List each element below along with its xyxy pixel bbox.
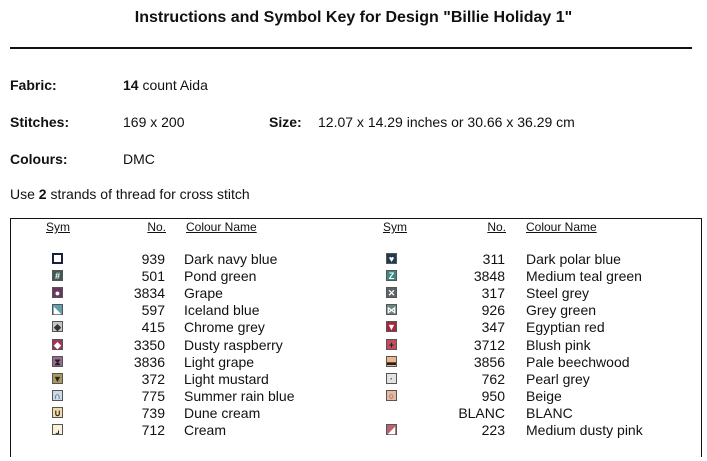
colour-number: 597	[141, 302, 165, 319]
colour-number: 739	[141, 404, 165, 421]
colour-number: 223	[481, 422, 505, 438]
colour-number: 3712	[473, 336, 505, 353]
colour-name: Dusty raspberry	[184, 336, 283, 353]
header-sym-left: Sym	[46, 220, 70, 234]
colour-number: 950	[481, 387, 505, 404]
arch-icon: ∩	[52, 390, 63, 401]
title-divider	[10, 47, 692, 49]
colour-name: Summer rain blue	[184, 387, 295, 404]
strands-count: 2	[38, 186, 47, 202]
colour-number: 3834	[133, 285, 165, 302]
ring-icon: ○	[386, 390, 397, 401]
colour-name: Dark polar blue	[526, 251, 621, 267]
cup-icon: ∪	[52, 407, 63, 418]
colour-name: BLANC	[526, 404, 573, 421]
down-triangle-icon: ▼	[53, 373, 62, 384]
fabric-label: Fabric:	[10, 77, 57, 93]
size-label: Size:	[269, 114, 302, 130]
header-name-left: Colour Name	[186, 220, 257, 234]
colour-name: Chrome grey	[184, 319, 265, 336]
colour-number: 317	[481, 285, 505, 302]
colours-value: DMC	[123, 151, 155, 167]
hollow-square-icon	[52, 253, 63, 264]
circle-icon: ●	[52, 287, 63, 298]
colour-number: 939	[141, 251, 165, 267]
fabric-type: count Aida	[138, 77, 208, 93]
colour-name: Medium dusty pink	[526, 422, 643, 438]
plus-icon: +	[386, 339, 397, 350]
stitches-value: 169 x 200	[123, 114, 185, 130]
colour-name: Medium teal green	[526, 268, 642, 285]
colour-name: Pearl grey	[526, 370, 590, 387]
dot-icon: ·	[386, 373, 397, 384]
header-name-right: Colour Name	[526, 220, 597, 234]
colour-name: Light grape	[184, 353, 255, 370]
header-sym-right: Sym	[383, 220, 407, 234]
fabric-value	[123, 77, 208, 93]
colour-number: 3848	[473, 268, 505, 285]
heart-icon: ♥	[386, 253, 397, 264]
bowtie-icon: ⋈	[387, 305, 396, 316]
colour-number: 762	[481, 370, 505, 387]
colour-name: Light mustard	[184, 370, 269, 387]
colour-number: 501	[141, 268, 165, 285]
colour-name: Blush pink	[526, 336, 591, 353]
colour-name: Steel grey	[526, 285, 590, 302]
half-triangle-icon: ◢	[386, 424, 397, 435]
z-icon: Z	[386, 270, 397, 281]
header-no-left: No.	[147, 220, 166, 234]
colour-number: BLANC	[458, 404, 505, 421]
colour-number: 926	[481, 302, 505, 319]
hash-icon: #	[52, 270, 63, 281]
colour-name: Beige	[526, 387, 562, 404]
colour-number: 3856	[473, 353, 505, 370]
colour-number: 712	[141, 422, 165, 438]
bar-icon: ▬	[387, 356, 396, 367]
header-no-right: No.	[487, 220, 506, 234]
colour-number: 3836	[133, 353, 165, 370]
strands-pre: Use	[10, 186, 39, 202]
stitches-label: Stitches:	[10, 114, 70, 130]
colour-name: Egyptian red	[526, 319, 605, 336]
diamond-icon: ◆	[52, 339, 63, 350]
colour-number: 775	[141, 387, 165, 404]
colours-label: Colours:	[10, 151, 68, 167]
hourglass-icon: ⧗	[52, 356, 63, 367]
colour-name: Pond green	[184, 268, 257, 285]
colour-name: Dune cream	[184, 404, 261, 421]
colour-number: 3350	[133, 336, 165, 353]
x-icon: ✕	[387, 288, 396, 299]
diamond-icon: ◆	[52, 321, 63, 332]
colour-name: Cream	[184, 422, 227, 438]
fabric-count: 14	[123, 77, 139, 93]
down-triangle-icon: ▼	[387, 322, 396, 333]
size-value: 12.07 x 14.29 inches or 30.66 x 36.29 cm	[318, 114, 575, 130]
strands-instruction	[10, 186, 250, 202]
colour-name: Grey green	[526, 302, 597, 319]
colour-number: 372	[141, 370, 165, 387]
colour-name: Grape	[184, 285, 223, 302]
corner-icon: ⌟	[52, 424, 63, 435]
colour-name: Dark navy blue	[184, 251, 278, 267]
colour-name: Pale beechwood	[526, 353, 630, 370]
colour-number: 415	[141, 319, 165, 336]
triangle-ruler-icon: ◣	[52, 304, 63, 315]
colour-number: 311	[482, 251, 505, 267]
colour-name: Iceland blue	[184, 302, 260, 319]
strands-post: strands of thread for cross stitch	[46, 186, 250, 202]
colour-number: 347	[481, 319, 505, 336]
page-title: Instructions and Symbol Key for Design "Billie Holiday 1"	[134, 9, 573, 26]
